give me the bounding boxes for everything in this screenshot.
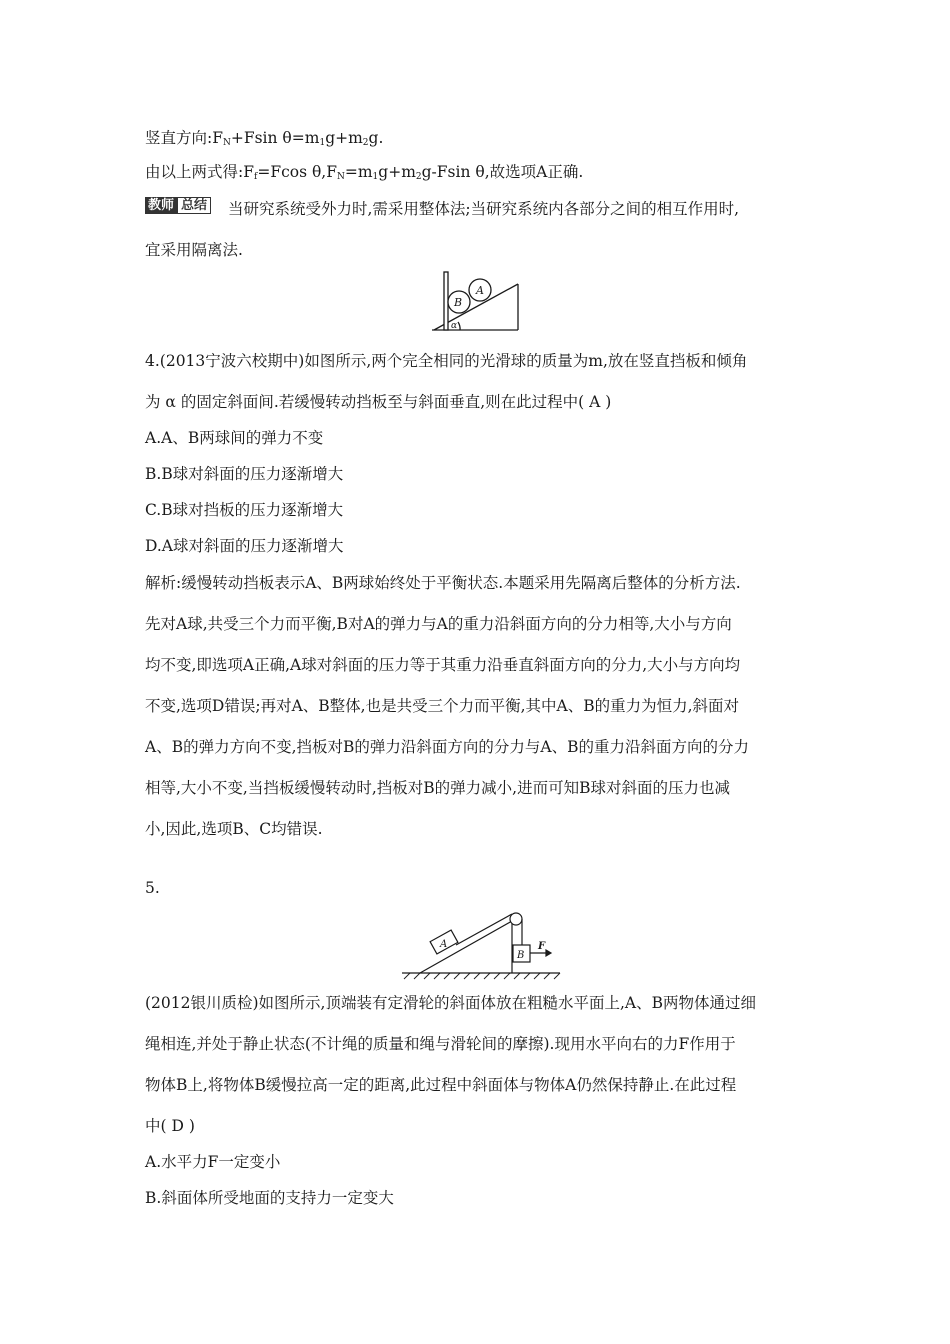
label-a: A: [476, 284, 484, 297]
q4-option-d: D.A球对斜面的压力逐渐增大: [145, 537, 344, 555]
q4-analysis-5: A、B的弹力方向不变,挡板对B的弹力沿斜面方向的分力与A、B的重力沿斜面方向的分力: [145, 738, 749, 756]
pulley: [510, 913, 522, 925]
q4-analysis-4: 不变,选项D错误;再对A、B整体,也是共受三个力而平衡,其中A、B的重力为恒力,斜面对: [145, 697, 740, 715]
q5-stem-1: (2012银川质检)如图所示,顶端装有定滑轮的斜面体放在粗糙水平面上,A、B两物体通过细: [145, 994, 756, 1012]
badge-right: 总结: [177, 197, 211, 214]
q5-option-b: B.斜面体所受地面的支持力一定变大: [145, 1189, 394, 1207]
force-arrow-head: [546, 950, 551, 956]
q5-stem-2: 绳相连,并处于静止状态(不计绳的质量和绳与滑轮间的摩擦).现用水平向右的力F作用于: [145, 1035, 736, 1053]
vertical-equation: 竖直方向$:F_N+Fsin$ $\theta=m_1g+m_2g$.: [145, 129, 384, 148]
result-equation: 由以上两式得$:F_f=Fcos$ $\theta,F_N=m_1g+m_2g$-Fsin θ,故选项A正确.: [145, 163, 584, 182]
ground-hatching: [404, 973, 560, 979]
pulley-incline-figure: [398, 905, 568, 983]
angle-arc: [458, 322, 460, 330]
label-alpha: α: [451, 321, 458, 331]
q4-option-c: C.B球对挡板的压力逐渐增大: [145, 501, 344, 519]
label-b: B: [517, 950, 525, 961]
q4-analysis-3: 均不变,即选项A正确,A球对斜面的压力等于其重力沿垂直斜面方向的分力,大小与方向均: [145, 656, 741, 674]
label-b: B: [454, 296, 463, 309]
q4-stem-1: 4.(2013宁波六校期中)如图所示,两个完全相同的光滑球的质量为m,放在竖直挡板和倾角: [145, 352, 748, 370]
label-a: A: [440, 939, 448, 950]
q4-analysis-7: 小,因此,选项B、C均错误.: [145, 820, 323, 838]
badge-left: 教师: [145, 197, 177, 214]
q4-analysis-2: 先对A球,共受三个力而平衡,B对A的弹力与A的重力沿斜面方向的分力相等,大小与方向: [145, 615, 732, 633]
q4-analysis-6: 相等,大小不变,当挡板缓慢转动时,挡板对B的弹力减小,进而可知B球对斜面的压力也减: [145, 779, 730, 797]
rope-along-incline: [456, 914, 512, 945]
q4-option-a: A.A、B两球间的弹力不变: [145, 429, 324, 447]
balls-incline-figure: [430, 270, 525, 332]
q5-stem-4: 中( D ): [145, 1117, 195, 1135]
q4-option-b: B.B球对斜面的压力逐渐增大: [145, 465, 344, 483]
q5-stem-3: 物体B上,将物体B缓慢拉高一定的距离,此过程中斜面体与物体A仍然保持静止.在此过程: [145, 1076, 737, 1094]
q4-analysis-1: 解析:缓慢转动挡板表示A、B两球始终处于平衡状态.本题采用先隔离后整体的分析方法.: [145, 574, 741, 592]
q4-stem-2: 为 α 的固定斜面间.若缓慢转动挡板至与斜面垂直,则在此过程中( A ): [145, 393, 612, 411]
summary-line-2: 宜采用隔离法.: [145, 241, 243, 259]
q5-option-a: A.水平力F一定变小: [145, 1153, 281, 1171]
summary-line-1: 当研究系统受外力时,需采用整体法;当研究系统内各部分之间的相互作用时,: [228, 200, 740, 218]
q5-number: 5.: [145, 879, 160, 897]
teacher-summary-badge: [145, 197, 211, 214]
label-f: F: [538, 941, 546, 952]
